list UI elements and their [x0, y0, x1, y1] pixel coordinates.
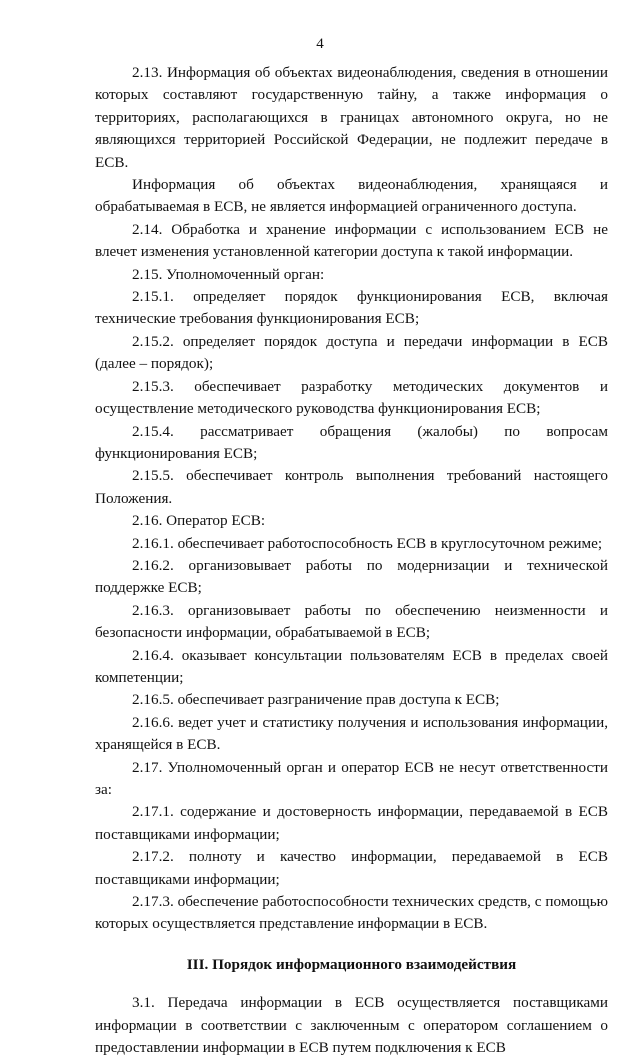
paragraph-2-17-1: 2.17.1. содержание и достоверность информации, передаваемой в ЕСВ поставщиками информации; [95, 803, 608, 843]
paragraph-2-13: 2.13. Информация об объектах видеонаблюдения, сведения в отношении которых составляют государственную тайну, а также информация о территориях, располагающихся в границах автономного округа, но не являющихся территорией Российской Федерации, не подлежит передаче в ЕСВ. [95, 64, 608, 171]
paragraph-2-16-5: 2.16.5. обеспечивает разграничение прав доступа к ЕСВ; [132, 691, 500, 709]
paragraph-2-15-5: 2.15.5. обеспечивает контроль выполнения требований настоящего Положения. [95, 467, 608, 507]
paragraph-2-15-3: 2.15.3. обеспечивает разработку методических документов и осуществление методического руководства функционирования ЕСВ; [95, 377, 608, 418]
paragraph-2-15-2: 2.15.2. определяет порядок доступа и передачи информации в ЕСВ (далее – порядок); [95, 332, 608, 373]
paragraph-2-16-1: 2.16.1. обеспечивает работоспособность ЕСВ в круглосуточном режиме; [132, 534, 603, 552]
paragraph-2-16-6: 2.16.6. ведет учет и статистику получения и использования информации, хранящейся в ЕСВ. [95, 713, 608, 754]
paragraph-3-1: 3.1. Передача информации в ЕСВ осуществляется поставщиками информации в соответствии с заключенным с оператором соглашением о предоставлении информации в ЕСВ путем подключения к ЕСВ [95, 994, 608, 1057]
paragraph-2-16: 2.16. Оператор ЕСВ: [132, 512, 266, 530]
paragraph-2-14: 2.14. Обработка и хранение информации с использованием ЕСВ не влечет изменения установленной категории доступа к такой информации. [95, 220, 608, 261]
section-heading: III. Порядок информационного взаимодействия [186, 955, 517, 973]
paragraph-2-16-3: 2.16.3. организовывает работы по обеспечению неизменности и безопасности информации, обрабатываемой в ЕСВ; [95, 601, 608, 642]
paragraph-2-15: 2.15. Уполномоченный орган: [132, 265, 325, 283]
paragraph-2-16-2: 2.16.2. организовывает работы по модернизации и технической поддержке ЕСВ; [95, 556, 608, 597]
paragraph-2-17-2: 2.17.2. полноту и качество информации, передаваемой в ЕСВ поставщиками информации; [95, 848, 608, 888]
paragraph-2-15-4: 2.15.4. рассматривает обращения (жалобы) по вопросам функционирования ЕСВ; [95, 422, 608, 462]
paragraph-2-17: 2.17. Уполномоченный орган и оператор ЕСВ не несут ответственности за: [95, 758, 608, 798]
paragraph-2-15-1: 2.15.1. определяет порядок функционирования ЕСВ, включая технические требования функционирования ЕСВ; [95, 288, 608, 328]
paragraph-2-13-note: Информация об объектах видеонаблюдения, хранящаяся и обрабатываемая в ЕСВ, не является информацией ограниченного доступа. [95, 176, 608, 216]
paragraph-2-17-3: 2.17.3. обеспечение работоспособности технических средств, с помощью которых осуществляется представление информации в ЕСВ. [95, 893, 608, 933]
page-number: 4 [316, 36, 324, 52]
paragraph-2-16-4: 2.16.4. оказывает консультации пользователям ЕСВ в пределах своей компетенции; [95, 646, 608, 686]
document-body [95, 62, 608, 1059]
